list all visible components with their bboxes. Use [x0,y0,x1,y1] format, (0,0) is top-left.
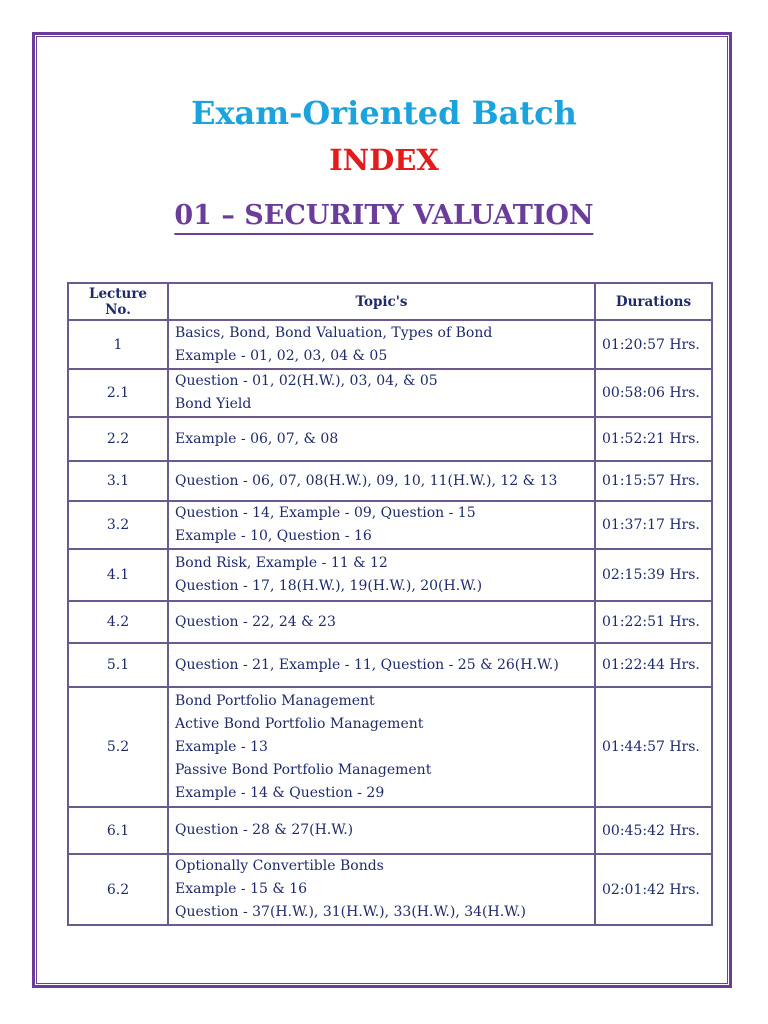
topic-line: Question - 14, Example - 09, Question - 15 [175,505,476,521]
lecture-number-cell: 2.2 [68,417,168,461]
topics-cell [168,369,595,417]
topic-line: Example - 14 & Question - 29 [175,784,385,801]
topic-line: Passive Bond Portfolio Management [175,761,432,778]
topics-cell [168,643,595,687]
lecture-number-cell: 5.2 [68,687,168,807]
topics-cell [168,417,595,461]
batch-title: Exam-Oriented Batch [191,94,577,132]
topics-cell [168,461,595,501]
lecture-index-table [67,282,713,926]
duration-cell: 00:58:06 Hrs. [595,369,712,417]
lecture-number-cell: 5.1 [68,643,168,687]
topic-line: Example - 06, 07, & 08 [175,430,339,447]
lecture-number-cell: 4.1 [68,549,168,601]
topics-cell [168,501,595,549]
topic-line: Basics, Bond, Bond Valuation, Types of Bond [175,324,493,341]
topics-cell [168,601,595,643]
table-row [68,807,712,854]
table-row [68,854,712,925]
topic-line: Optionally Convertible Bonds [175,858,384,874]
table-row [68,369,712,417]
chapter-title: 01 – SECURITY VALUATION [174,199,593,235]
topic-line: Example - 15 & 16 [175,881,308,897]
table-row [68,601,712,643]
index-label: INDEX [329,143,439,177]
lecture-number-cell: 6.1 [68,807,168,854]
duration-cell: 01:52:21 Hrs. [595,417,712,461]
topic-line: Bond Yield [175,396,252,412]
table-row [68,643,712,687]
duration-cell: 02:01:42 Hrs. [595,854,712,925]
topic-line: Question - 21, Example - 11, Question - 25 & 26(H.W.) [175,656,559,673]
duration-cell: 01:15:57 Hrs. [595,461,712,501]
table-row [68,417,712,461]
topic-line: Question - 37(H.W.), 31(H.W.), 33(H.W.), 34(H.W.) [175,904,527,920]
topic-line: Question - 22, 24 & 23 [175,613,336,630]
lecture-number-cell: 4.2 [68,601,168,643]
topic-line: Example - 10, Question - 16 [175,528,372,544]
topics-cell [168,854,595,925]
duration-cell: 01:20:57 Hrs. [595,320,712,369]
duration-cell: 01:44:57 Hrs. [595,687,712,807]
table-row [68,501,712,549]
topic-line: Question - 01, 02(H.W.), 03, 04, & 05 [175,373,438,389]
topic-line: Question - 17, 18(H.W.), 19(H.W.), 20(H.W.) [175,578,483,594]
lecture-number-cell: 6.2 [68,854,168,925]
table-row [68,549,712,601]
topic-line: Question - 28 & 27(H.W.) [175,822,354,838]
topic-line: Bond Risk, Example - 11 & 12 [175,555,388,571]
topic-line: Question - 06, 07, 08(H.W.), 09, 10, 11(H.W.), 12 & 13 [175,472,558,489]
duration-cell: 00:45:42 Hrs. [595,807,712,854]
duration-cell: 02:15:39 Hrs. [595,549,712,601]
duration-cell: 01:22:44 Hrs. [595,643,712,687]
duration-cell: 01:37:17 Hrs. [595,501,712,549]
table-row [68,687,712,807]
topics-cell [168,320,595,369]
column-header-durations: Durations [595,283,712,320]
lecture-number-cell: 2.1 [68,369,168,417]
table-header-row [68,283,712,320]
table-row [68,320,712,369]
topic-line: Example - 13 [175,738,268,755]
lecture-number-cell: 3.2 [68,501,168,549]
topic-line: Example - 01, 02, 03, 04 & 05 [175,347,388,364]
topics-cell [168,807,595,854]
topics-cell [168,687,595,807]
topic-line: Bond Portfolio Management [175,692,375,709]
lecture-number-cell: 1 [68,320,168,369]
column-header-topics: Topic's [168,283,595,320]
table-row [68,461,712,501]
topic-line: Active Bond Portfolio Management [175,715,424,732]
duration-cell: 01:22:51 Hrs. [595,601,712,643]
table-body [68,320,712,925]
topics-cell [168,549,595,601]
column-header-lecture-no: Lecture No. [68,283,168,320]
lecture-number-cell: 3.1 [68,461,168,501]
